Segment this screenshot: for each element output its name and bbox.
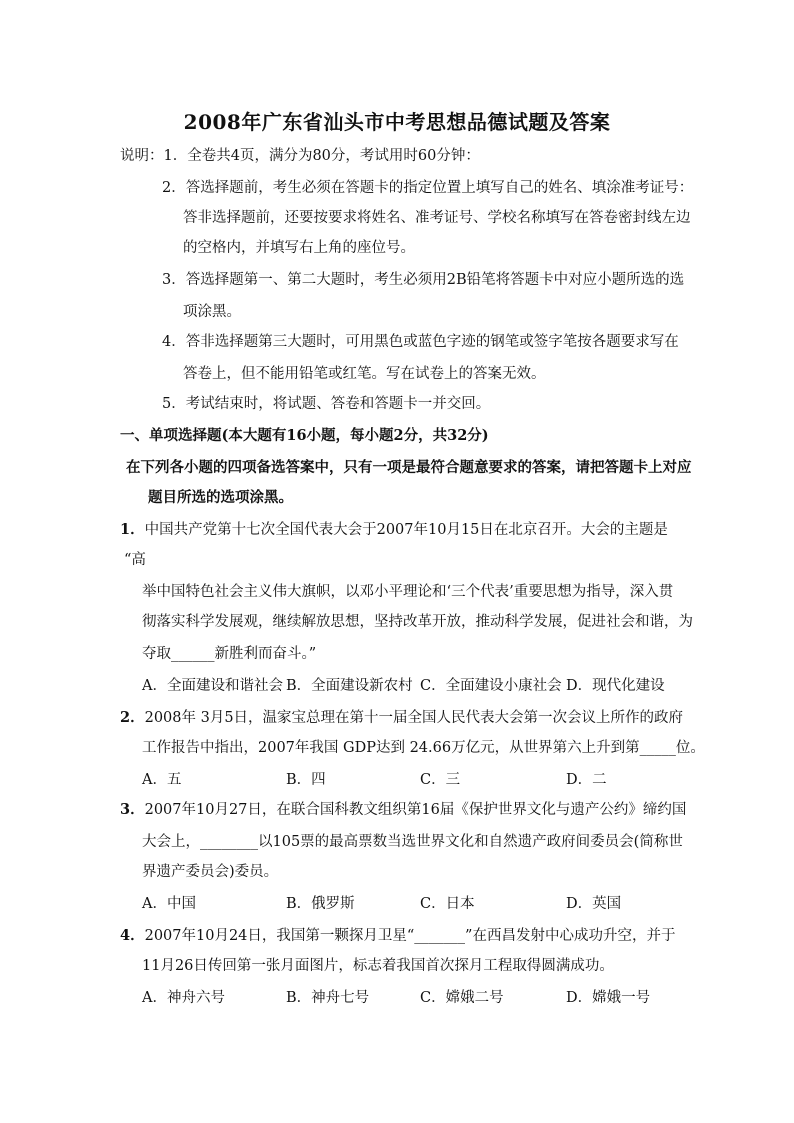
question-text: 彻落实科学发展观，继续解放思想，坚持改革开放，推动科学发展，促进社会和谐，为 — [142, 614, 693, 630]
option-a[interactable]: A．五 — [142, 772, 182, 788]
option-b[interactable]: B．俄罗斯 — [286, 896, 355, 912]
question-number: 4． — [120, 927, 145, 944]
question-text: 2008年 3月5日，温家宝总理在第十一届全国人民代表大会第一次会议上所作的政府 — [144, 710, 684, 726]
option-c[interactable]: C．日本 — [420, 896, 475, 912]
question-text: 界遗产委员会)委员。 — [142, 864, 279, 880]
instruction-item: 的空格内，并填写右上角的座位号。 — [183, 240, 415, 256]
page-title: 2008年广东省汕头市中考思想品德试题及答案 — [183, 110, 611, 134]
option-d[interactable]: D．现代化建设 — [566, 678, 665, 694]
instruction-item: 项涂黑。 — [183, 304, 241, 320]
question-4 — [120, 926, 675, 946]
instructions-label — [120, 146, 480, 166]
question-number: 1． — [120, 521, 145, 538]
question-text: 2007年10月24日，我国第一颗探月卫星“_______”在西昌发射中心成功升空，并于 — [144, 928, 676, 944]
question-text: 举中国特色社会主义伟大旗帜，以邓小平理论和‘三个代表’重要思想为指导，深入贯 — [142, 584, 674, 600]
question-text: “高 — [124, 552, 146, 568]
instruction-item: 2．答选择题前，考生必须在答题卡的指定位置上填写自己的姓名、填涂准考证号： — [162, 180, 694, 196]
option-d[interactable]: D．二 — [566, 772, 607, 788]
option-b[interactable]: B．神舟七号 — [286, 990, 370, 1006]
instruction-item: 5．考试结束时，将试题、答卷和答题卡一并交回。 — [162, 396, 491, 412]
question-text: 2007年10月27日，在联合国科教文组织第16届《保护世界文化与遗产公约》缔约国 — [144, 802, 687, 818]
option-b[interactable]: B．四 — [286, 772, 326, 788]
section-heading: 一、单项选择题(本大题有16小题，每小题2分，共32分) — [120, 427, 489, 444]
question-3 — [120, 800, 686, 820]
option-c[interactable]: C．嫦娥二号 — [420, 990, 504, 1006]
instruction-item: 答非选择题前，还要按要求将姓名、准考证号、学校名称填写在答卷密封线左边 — [183, 210, 691, 226]
option-c[interactable]: C．全面建设小康社会 — [420, 678, 562, 694]
question-number: 2． — [120, 709, 145, 726]
section-intro: 在下列各小题的四项备选答案中，只有一项是最符合题意要求的答案，请把答题卡上对应 — [126, 459, 692, 476]
option-d[interactable]: D．嫦娥一号 — [566, 990, 651, 1006]
section-intro: 题目所选的选项涂黑。 — [148, 489, 293, 506]
option-a[interactable]: A．神舟六号 — [142, 990, 225, 1006]
question-2 — [120, 708, 683, 728]
instruction-item: 4．答非选择题第三大题时，可用黑色或蓝色字迹的钢笔或签字笔按各题要求写在 — [162, 334, 679, 350]
question-number: 3． — [120, 801, 145, 818]
question-text: 11月26日传回第一张月面图片，标志着我国首次探月工程取得圆满成功。 — [142, 958, 614, 974]
instruction-item: 答卷上，但不能用铅笔或红笔。写在试卷上的答案无效。 — [183, 366, 546, 382]
instructions-label-text: 说明： — [120, 148, 164, 164]
option-b[interactable]: B．全面建设新农村 — [286, 678, 413, 694]
option-a[interactable]: A．中国 — [142, 896, 196, 912]
instruction-item: 3．答选择题第一、第二大题时，考生必须用2B铅笔将答题卡中对应小题所选的选 — [162, 272, 685, 288]
option-d[interactable]: D．英国 — [566, 896, 622, 912]
question-text: 中国共产党第十七次全国代表大会于2007年10月15日在北京召开。大会的主题是 — [144, 522, 668, 538]
instruction-item: 1．全卷共4页，满分为80分，考试用时60分钟： — [163, 148, 480, 164]
option-a[interactable]: A．全面建设和谐社会 — [142, 678, 283, 694]
option-c[interactable]: C．三 — [420, 772, 461, 788]
question-text: 大会上，________以105票的最高票数当选世界文化和自然遗产政府间委员会(简称世 — [142, 834, 683, 850]
question-text: 工作报告中指出，2007年我国 GDP达到 24.66万亿元，从世界第六上升到第_____位。 — [142, 740, 705, 756]
question-1 — [120, 520, 668, 540]
question-text: 夺取______新胜利而奋斗。” — [142, 646, 317, 662]
